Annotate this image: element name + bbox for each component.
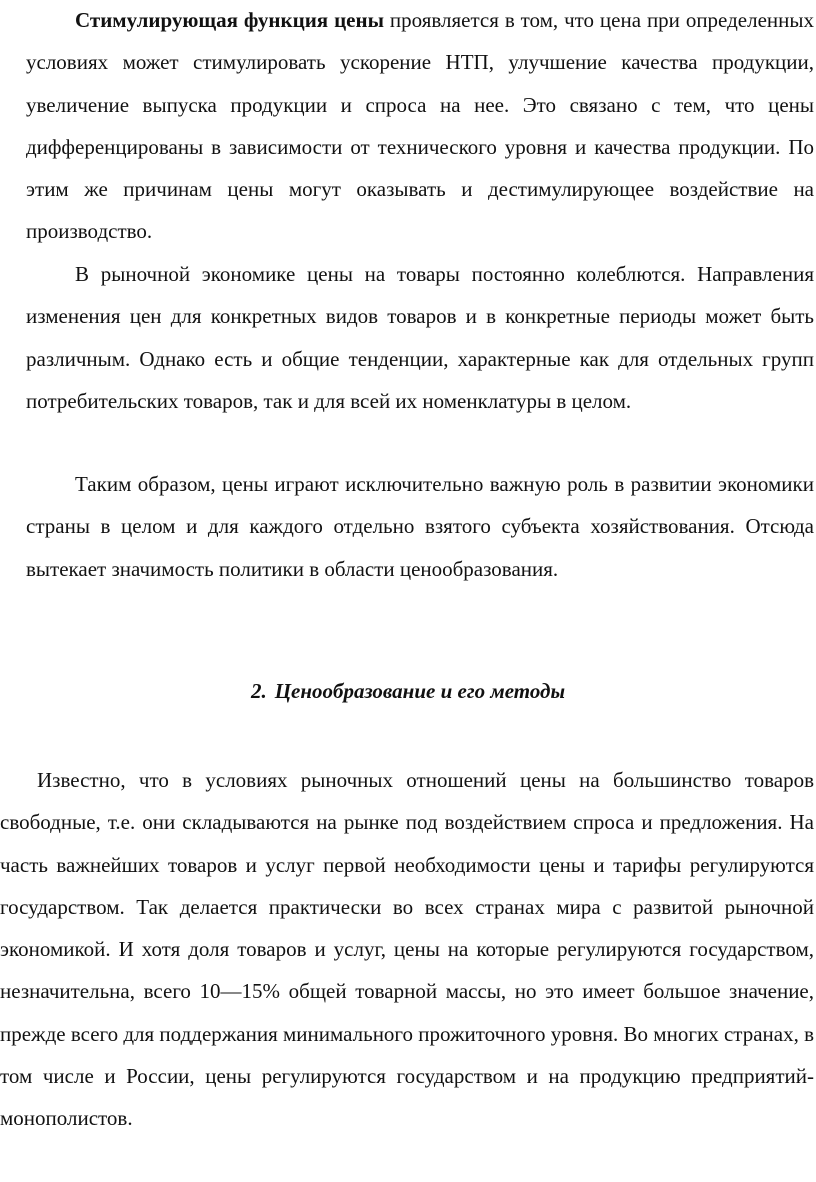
paragraph-body-text: проявляется в том, что цена при определенных условиях может стимулировать ускорение НТП, улучшение качества продукции, увеличение выпуска продукции и спроса на нее. Это связано с тем, что цены дифференцированы в зависимости от технического уровня и качества продукции. По этим же причинам цены могут оказывать и дестимулирующее воздействие на производство. — [26, 8, 814, 244]
paragraph-lead-bold: Стимулирующая функция цены — [75, 8, 384, 32]
paragraph-conclusion: Таким образом, цены играют исключительно важную роль в развитии экономики страны в целом и для каждого отдельно взятого субъекта хозяйствования. Отсюда вытекает значимость политики в области ценообразования. — [26, 472, 814, 581]
section-title: Ценообразование и его методы — [274, 679, 566, 703]
paragraph-pricing-intro: Известно, что в условиях рыночных отношений цены на большинство товаров свободные, т.е. они складываются на рынке под воздействием спроса и предложения. На часть важнейших товаров и услуг первой необходимости цены и тарифы регулируются государством. Так делается практически во всех странах мира с развитой рыночной экономикой. И хотя доля товаров и услуг, цены на которые регулируются государством, незначительна, всего 10—15% общей товарной массы, но это имеет большое значение, прежде всего для поддержания минимального прожиточного уровня. Во многих странах, в том числе и России, цены регулируются государством и на продукцию предприятий-монополистов. — [0, 768, 814, 1131]
section-heading — [0, 676, 816, 706]
paragraph-stimulating-function — [26, 0, 814, 253]
section-number: 2. — [250, 679, 267, 703]
paragraph-market-economy: В рыночной экономике цены на товары постоянно колеблются. Направления изменения цен для конкретных видов товаров и в конкретные периоды может быть различным. Однако есть и общие тенденции, характерные как для отдельных групп потребительских товаров, так и для всей их номенклатуры в целом. — [26, 262, 814, 413]
